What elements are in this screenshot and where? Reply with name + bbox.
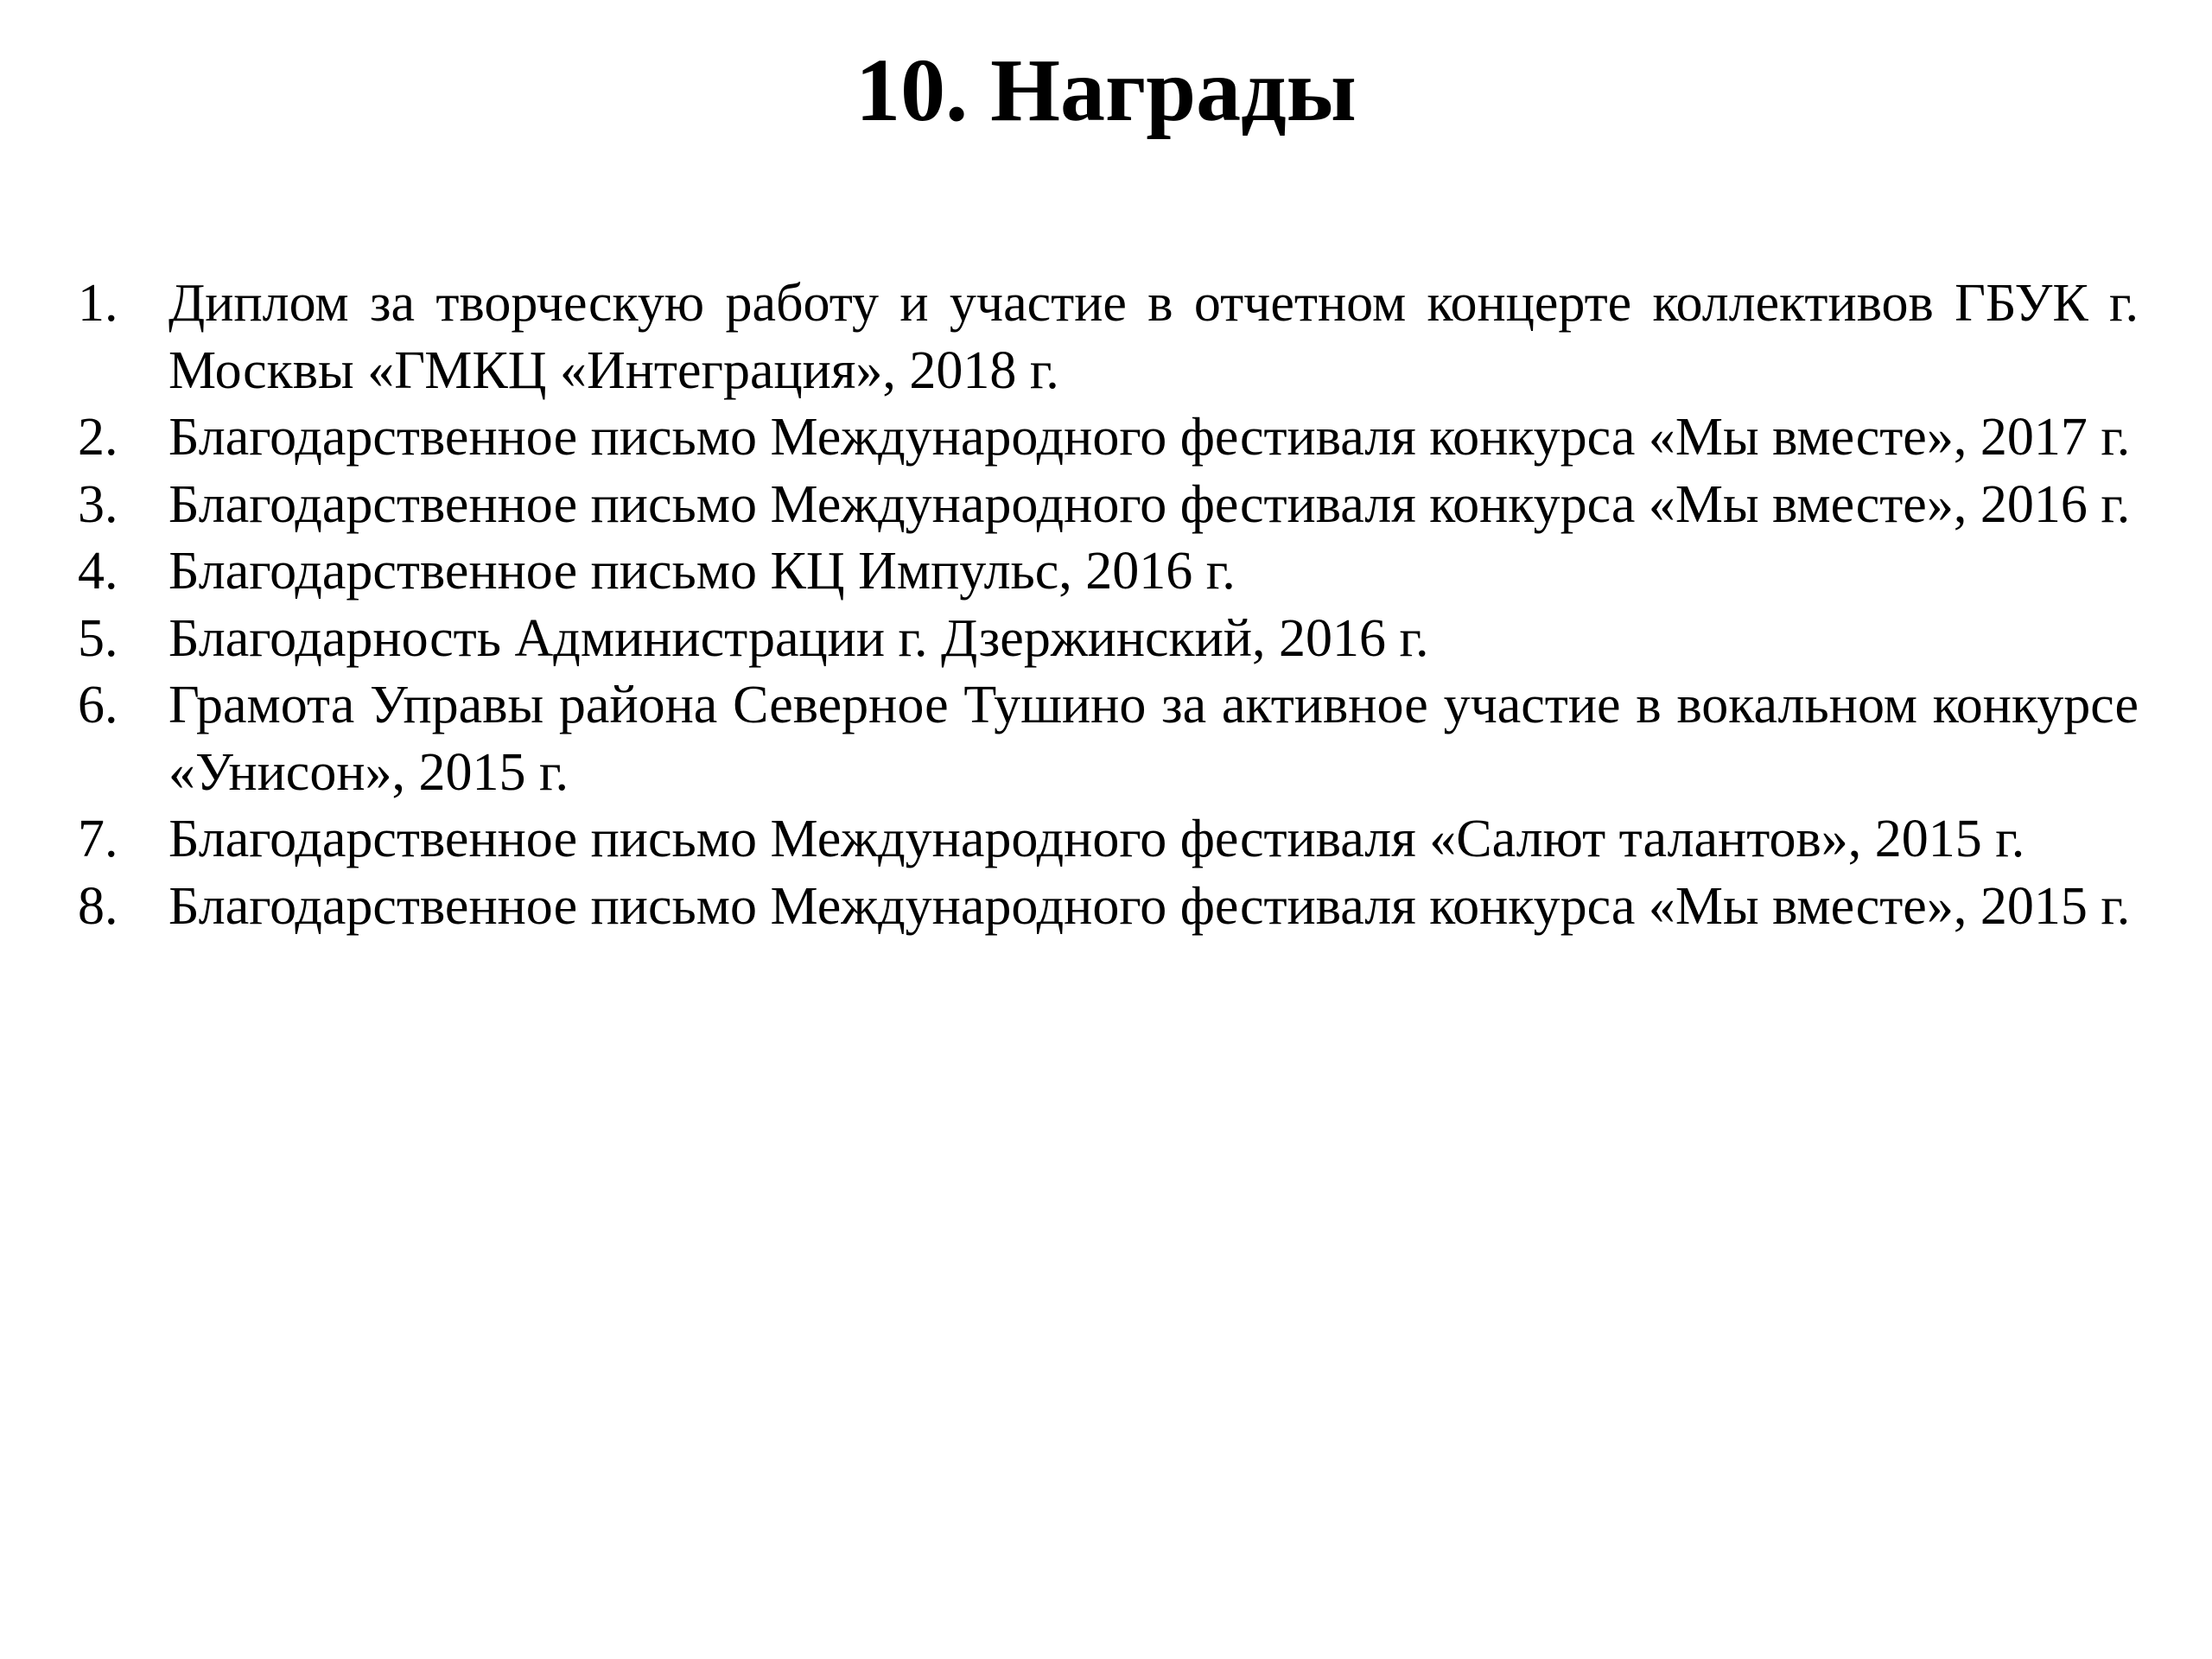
list-item	[78, 806, 2139, 874]
list-item-number: 6.	[78, 676, 118, 734]
list-item-text: Благодарственное письмо КЦ Импульс, 2016 г.	[168, 542, 1236, 601]
list-item-text: Грамота Управы района Северное Тушино за активное участие в вокальном конкурсе «Унисон», 2015 г.	[168, 676, 2139, 802]
slide-title: 10. Награды	[855, 41, 1357, 140]
list-item-text: Благодарственное письмо Международного фестиваля конкурса «Мы вместе», 2015 г.	[168, 876, 2131, 936]
list-item	[78, 874, 2139, 941]
list-item-number: 5.	[78, 608, 118, 668]
list-item-text: Благодарность Администрации г. Дзержинский, 2016 г.	[168, 608, 1429, 668]
list-item	[78, 404, 2139, 472]
list-item-number: 2.	[78, 408, 118, 467]
list-item	[78, 606, 2139, 673]
list-item	[78, 672, 2139, 806]
list-item-number: 8.	[78, 876, 118, 936]
list-item-text: Благодарственное письмо Международного фестиваля «Салют талантов», 2015 г.	[168, 810, 2025, 868]
list-item	[78, 270, 2139, 404]
list-item-text: Благодарственное письмо Международного фестиваля конкурса «Мы вместе», 2016 г.	[168, 474, 2131, 534]
list-item-number: 4.	[78, 542, 118, 601]
list-item-number: 1.	[78, 274, 118, 333]
list-item	[78, 538, 2139, 606]
list-item-number: 3.	[78, 474, 118, 534]
list-item	[78, 472, 2139, 539]
awards-list	[78, 270, 2139, 940]
list-item-text: Диплом за творческую работу и участие в отчетном концерте коллективов ГБУК г. Москвы «ГМКЦ «Интеграция», 2018 г.	[168, 274, 2139, 400]
list-item-number: 7.	[78, 810, 118, 868]
list-item-text: Благодарственное письмо Международного фестиваля конкурса «Мы вместе», 2017 г.	[168, 408, 2131, 467]
